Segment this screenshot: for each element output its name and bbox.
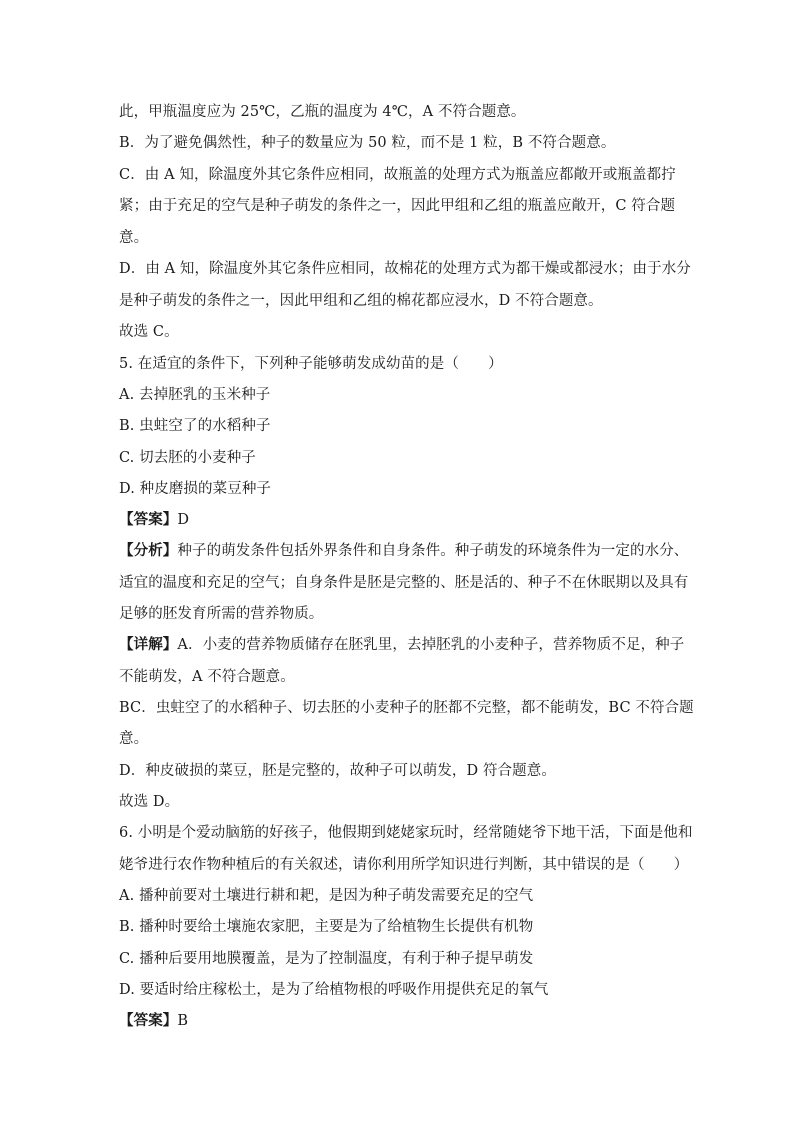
detail-text: 意。 xyxy=(119,731,149,747)
question-5-option-a: A. 去掉胚乳的玉米种子 xyxy=(119,387,271,403)
answer-5 xyxy=(119,510,679,530)
answer-value: D xyxy=(177,512,190,528)
text-line: C．由 A 知，除温度外其它条件应相同，故瓶盖的处理方式为瓶盖应都敞开或瓶盖都拧 xyxy=(119,167,676,183)
answer-label: 【答案】 xyxy=(119,1012,178,1029)
detail-text: D．种皮破损的菜豆，胚是完整的，故种子可以萌发，D 符合题意。 xyxy=(119,763,556,779)
analysis-text: 足够的胚发育所需的营养物质。 xyxy=(119,606,324,622)
detail-text: BC．虫蛀空了的水稻种子、切去胚的小麦种子的胚都不完整，都不能萌发，BC 不符合题 xyxy=(119,700,694,716)
analysis-text: 种子的萌发条件包括外界条件和自身条件。种子萌发的环境条件为一定的水分、 xyxy=(177,543,689,559)
question-5-option-b: B. 虫蛀空了的水稻种子 xyxy=(119,418,271,434)
text-line: 此，甲瓶温度应为 25℃，乙瓶的温度为 4℃，A 不符合题意。 xyxy=(119,104,526,120)
question-5-option-d: D. 种皮磨损的菜豆种子 xyxy=(119,481,272,497)
text-line: B．为了避免偶然性，种子的数量应为 50 粒，而不是 1 粒，B 不符合题意。 xyxy=(119,135,616,151)
question-6-option-b: B. 播种时要给土壤施农家肥，主要是为了给植物生长提供有机物 xyxy=(119,919,534,935)
analysis-5 xyxy=(119,541,689,561)
question-5-stem: 5. 在适宜的条件下，下列种子能够萌发成幼苗的是（ ） xyxy=(119,356,503,372)
text-line: D．由 A 知，除温度外其它条件应相同，故棉花的处理方式为都干燥或都浸水；由于水分 xyxy=(119,261,691,277)
text-line: 故选 C。 xyxy=(119,324,179,340)
detail-text: 故选 D。 xyxy=(119,794,180,810)
detail-text: 不能萌发，A 不符合题意。 xyxy=(119,669,295,685)
detail-label: 【详解】 xyxy=(119,636,178,653)
question-6-stem: 6. 小明是个爱动脑筋的好孩子，他假期到姥姥家玩时，经常随姥爷下地干活，下面是他和 xyxy=(119,825,693,841)
question-6-stem: 姥爷进行农作物种植后的有关叙述，请你利用所学知识进行判断，其中错误的是（ ） xyxy=(119,857,689,873)
answer-value: B xyxy=(177,1013,189,1029)
question-6-option-c: C. 播种后要用地膜覆盖，是为了控制温度，有利于种子提早萌发 xyxy=(119,951,534,967)
text-line: 紧；由于充足的空气是种子萌发的条件之一，因此甲组和乙组的瓶盖应敞开，C 符合题 xyxy=(119,198,676,214)
question-5-option-c: C. 切去胚的小麦种子 xyxy=(119,450,256,466)
analysis-label: 【分析】 xyxy=(119,542,178,559)
detail-5 xyxy=(119,635,685,655)
question-6-option-a: A. 播种前要对土壤进行耕和耙，是因为种子萌发需要充足的空气 xyxy=(119,888,534,904)
analysis-text: 适宜的温度和充足的空气；自身条件是胚是完整的、胚是活的、种子不在休眠期以及具有 xyxy=(119,575,689,591)
answer-label: 【答案】 xyxy=(119,511,178,528)
question-6-option-d: D. 要适时给庄稼松土，是为了给植物根的呼吸作用提供充足的氧气 xyxy=(119,982,549,998)
text-line: 是种子萌发的条件之一，因此甲组和乙组的棉花都应浸水，D 不符合题意。 xyxy=(119,293,603,309)
text-line: 意。 xyxy=(119,230,149,246)
detail-text: A．小麦的营养物质储存在胚乳里，去掉胚乳的小麦种子，营养物质不足，种子 xyxy=(177,637,685,653)
answer-6 xyxy=(119,1011,679,1031)
